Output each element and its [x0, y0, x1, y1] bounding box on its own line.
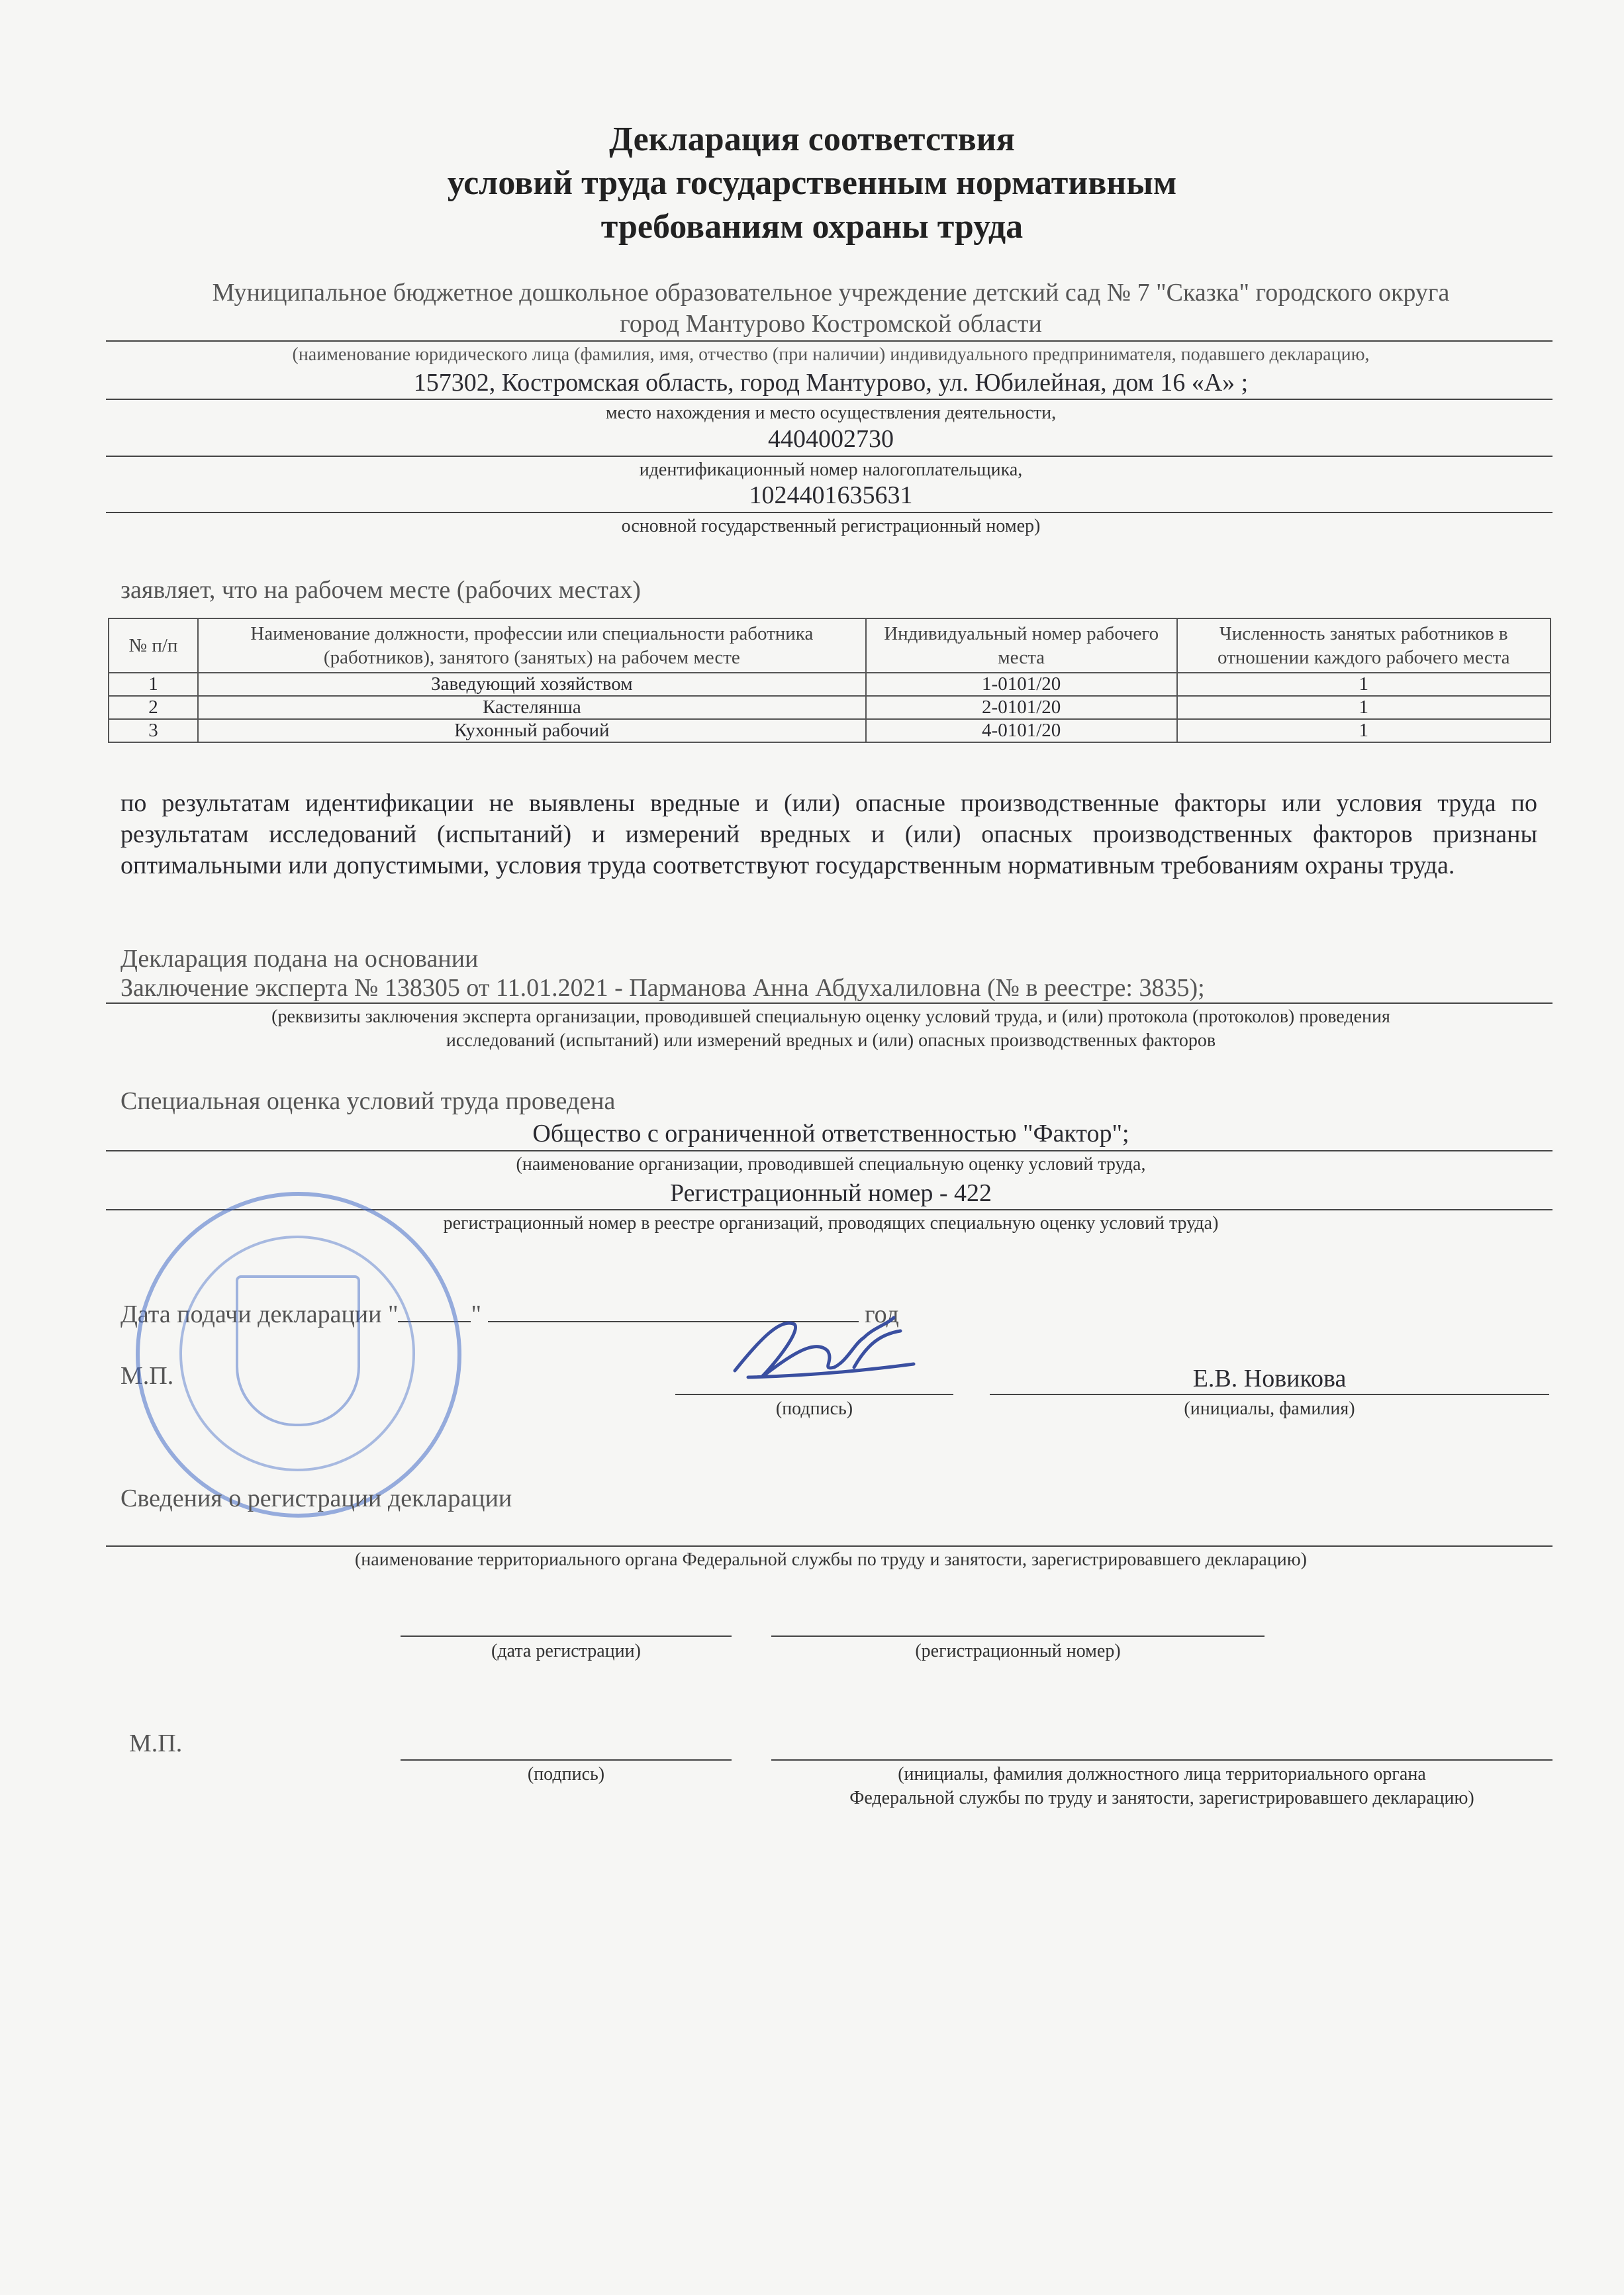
row-employee-count: 1: [1177, 673, 1551, 696]
registration-mp: М.П.: [129, 1730, 183, 1757]
registration-number-line: [771, 1636, 1265, 1637]
result-paragraph: по результатам идентификации не выявлены вредные и (или) опасные производственные факторы или условия труда по результатам исследований (испытаний) и измерений вредных и (или) опасных производственных факторов признаны оптимальными или допустимыми, условия труда соответствуют государственным нормативным требованиям охраны труда.: [120, 789, 1537, 879]
registration-org-caption: (наименование территориального органа Федеральной службы по труду и занятости, зарегистрировавшего декларацию): [354, 1549, 1308, 1570]
inn-value: 4404002730: [768, 425, 894, 453]
registration-date-line: [401, 1636, 732, 1637]
registration-signature-caption: (подпись): [527, 1764, 605, 1784]
row-workplace-id: 2-0101/20: [866, 696, 1177, 719]
submission-mp: М.П.: [120, 1362, 174, 1390]
declares-text: заявляет, что на рабочем месте (рабочих местах): [120, 576, 641, 604]
row-number: 2: [109, 696, 198, 719]
signature-image: [722, 1298, 920, 1397]
table-header-row: [109, 618, 1551, 673]
assessment-org: Общество с ограниченной ответственностью "Фактор";: [532, 1120, 1129, 1148]
registration-official-line: [771, 1759, 1552, 1761]
row-workplace-id: 4-0101/20: [866, 719, 1177, 742]
applicant-address: 157302, Костромская область, город Мантурово, ул. Юбилейная, дом 16 «А» ;: [413, 369, 1249, 397]
row-number: 3: [109, 719, 198, 742]
row-position: Кастелянша: [198, 696, 866, 719]
header-position: Наименование должности, профессии или специальности работника (работников), занятого (занятых) на рабочем месте: [198, 618, 866, 673]
organization-stamp: [136, 1192, 461, 1518]
submission-name: Е.В. Новикова: [1192, 1365, 1347, 1392]
address-caption: место нахождения и место осуществления деятельности,: [605, 403, 1057, 423]
title-line-3: требованиям охраны труда: [600, 208, 1024, 246]
row-employee-count: 1: [1177, 696, 1551, 719]
submission-name-caption: (инициалы, фамилия): [1184, 1398, 1355, 1419]
title-line-2: условий труда государственным нормативным: [447, 164, 1177, 202]
registration-org-line: [106, 1545, 1552, 1547]
applicant-name-line-1: Муниципальное бюджетное дошкольное образовательное учреждение детский сад № 7 "Сказка" городского округа: [212, 279, 1450, 307]
workplaces-table: [108, 618, 1551, 743]
submission-signature-caption: (подпись): [775, 1398, 853, 1419]
table-row: [109, 673, 1551, 696]
assessment-heading: Специальная оценка условий труда проведена: [120, 1087, 616, 1115]
row-position: Кухонный рабочий: [198, 719, 866, 742]
date-label-start: Дата подачи декларации ": [120, 1300, 399, 1328]
assessment-reg-caption: регистрационный номер в реестре организаций, проводящих специальную оценку условий труда): [443, 1213, 1219, 1234]
title-line-1: Декларация соответствия: [609, 121, 1015, 158]
row-number: 1: [109, 673, 198, 696]
ogrn-value: 1024401635631: [749, 481, 913, 509]
applicant-name-caption: (наименование юридического лица (фамилия, имя, отчество (при наличии) индивидуального предпринимателя, подавшего декларацию,: [292, 344, 1370, 365]
row-employee-count: 1: [1177, 719, 1551, 742]
registration-date-caption: (дата регистрации): [491, 1641, 641, 1661]
date-label-end: год: [865, 1300, 899, 1328]
submission-name-line: [990, 1394, 1549, 1395]
registration-heading: Сведения о регистрации декларации: [120, 1485, 512, 1512]
ogrn-underline: [106, 512, 1552, 513]
basis-heading: Декларация подана на основании: [120, 945, 479, 973]
row-workplace-id: 1-0101/20: [866, 673, 1177, 696]
table-row: [109, 696, 1551, 719]
assessment-org-caption: (наименование организации, проводившей специальную оценку условий труда,: [516, 1154, 1146, 1175]
basis-underline: [106, 1002, 1552, 1004]
table-row: [109, 719, 1551, 742]
coat-of-arms-icon: [236, 1275, 360, 1426]
document-title: [0, 118, 1624, 249]
basis-caption-line-1: (реквизиты заключения эксперта организации, проводившей специальную оценку условий труда, и (или) протокола (протоколов) проведения: [271, 1006, 1390, 1027]
basis-caption-line-2: исследований (испытаний) или измерений вредных и (или) опасных производственных факторов: [446, 1030, 1216, 1051]
header-number: № п/п: [109, 618, 198, 673]
header-employee-count: Численность занятых работников в отношении каждого рабочего места: [1177, 618, 1551, 673]
registration-signature-line: [401, 1759, 732, 1761]
date-label-mid: ": [471, 1300, 481, 1328]
ogrn-caption: основной государственный регистрационный номер): [621, 516, 1041, 536]
registration-number-caption: (регистрационный номер): [915, 1641, 1121, 1661]
header-workplace-id: Индивидуальный номер рабочего места: [866, 618, 1177, 673]
assessment-reg-number: Регистрационный номер - 422: [669, 1179, 992, 1207]
assessment-org-underline: [106, 1150, 1552, 1151]
inn-caption: идентификационный номер налогоплательщика,: [639, 460, 1023, 480]
registration-official-caption-line-1: (инициалы, фамилия должностного лица территориального органа: [898, 1764, 1426, 1784]
address-underline: [106, 399, 1552, 400]
row-position: Заведующий хозяйством: [198, 673, 866, 696]
basis-value: Заключение эксперта № 138305 от 11.01.2021 - Парманова Анна Абдухалиловна (№ в реестре: 3835);: [120, 974, 1205, 1002]
applicant-name-line-2: город Мантурово Костромской области: [620, 310, 1042, 338]
inn-underline: [106, 456, 1552, 457]
registration-official-caption-line-2: Федеральной службы по труду и занятости, зарегистрировавшего декларацию): [849, 1788, 1474, 1808]
applicant-name-underline: [106, 340, 1552, 342]
